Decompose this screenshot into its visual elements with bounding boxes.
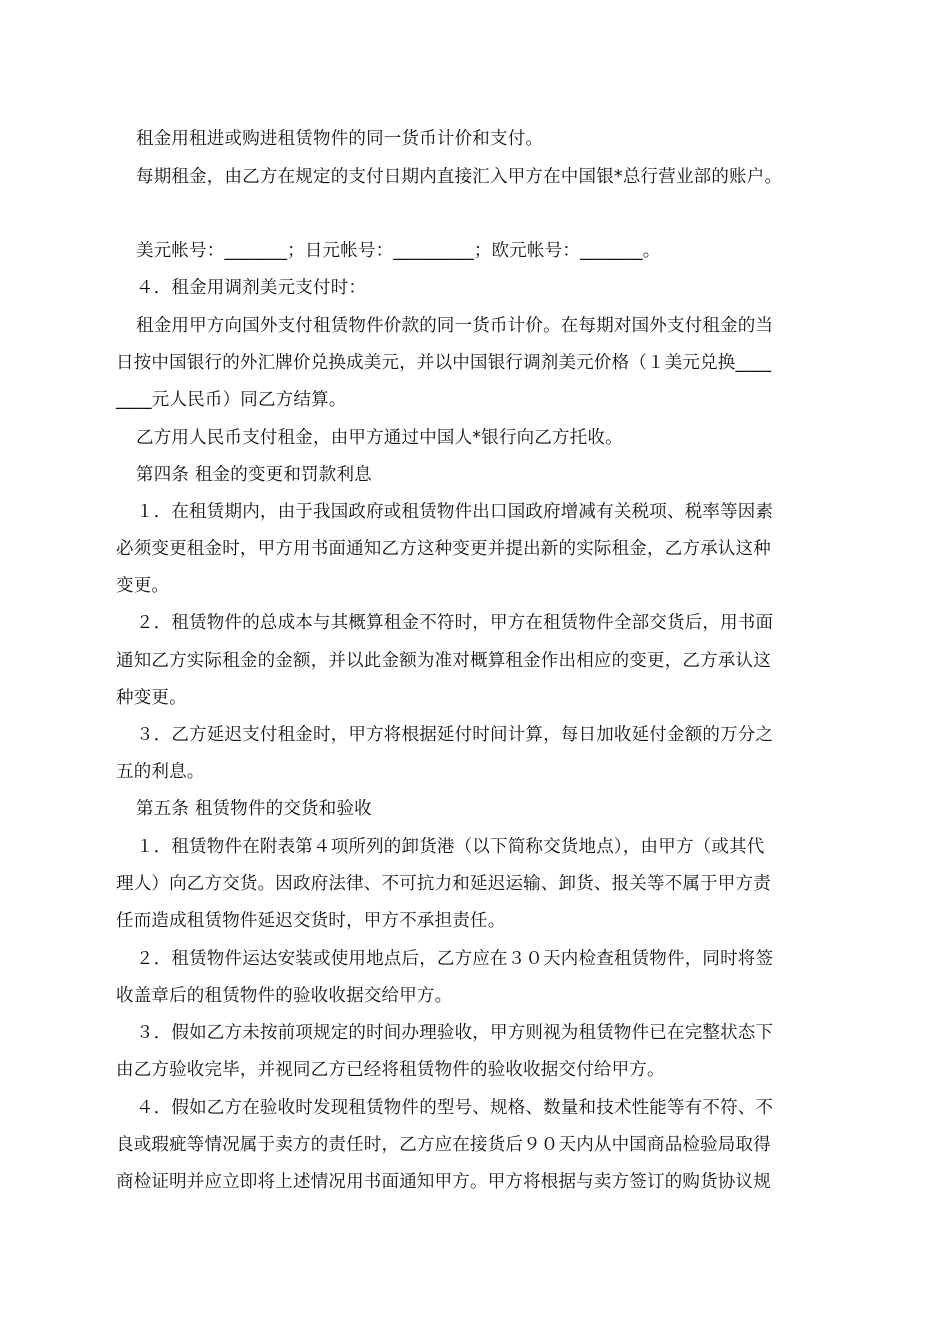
text-line: ２．租赁物件的总成本与其概算租金不符时，甲方在租赁物件全部交货后，用书面: [136, 613, 774, 633]
text-line: 收盖章后的租赁物件的验收收据交给甲方。: [116, 986, 453, 1006]
text-line: 每期租金，由乙方在规定的支付日期内直接汇入甲方在中国银*总行营业部的账户。: [136, 167, 783, 187]
text-line: 理人）向乙方交货。因政府法律、不可抗力和延迟运输、卸货、报关等不属于甲方责: [116, 874, 771, 894]
text-line: 由乙方验收完毕，并视同乙方已经将租赁物件的验收收据交付给甲方。: [116, 1060, 665, 1080]
text-line: 良或瑕疵等情况属于卖方的责任时，乙方应在接货后９０天内从中国商品检验局取得: [116, 1135, 771, 1155]
text-line: 变更。: [116, 576, 170, 596]
text-line: ____元人民币）同乙方结算。: [116, 390, 347, 410]
text-line: 商检证明并应立即将上述情况用书面通知甲方。甲方将根据与卖方签订的购货协议规: [116, 1172, 771, 1192]
text-line: 租金用租进或购进租赁物件的同一货币计价和支付。: [136, 129, 544, 149]
text-line: ３．乙方延迟支付租金时，甲方将根据延付时间计算，每日加收延付金额的万分之: [136, 725, 774, 745]
text-line: 必须变更租金时，甲方用书面通知乙方这种变更并提出新的实际租金，乙方承认这种: [116, 539, 771, 559]
text-line: 通知乙方实际租金的金额，并以此金额为准对概算租金作出相应的变更，乙方承认这: [116, 651, 771, 671]
section-heading: 第五条 租赁物件的交货和验收: [136, 799, 372, 819]
text-line: １．在租赁期内，由于我国政府或租赁物件出口国政府增减有关税项、税率等因素: [136, 502, 774, 522]
text-line: ２．租赁物件运达安装或使用地点后，乙方应在３０天内检查租赁物件，同时将签: [136, 949, 774, 969]
text-line: 日按中国银行的外汇牌价兑换成美元，并以中国银行调剂美元价格（１美元兑换____: [116, 353, 772, 373]
text-line: 任而造成租赁物件延迟交货时，甲方不承担责任。: [116, 911, 506, 931]
text-line: １．租赁物件在附表第４项所列的卸货港（以下简称交货地点），由甲方（或其代: [136, 837, 765, 857]
text-line: ３．假如乙方未按前项规定的时间办理验收，甲方则视为租赁物件已在完整状态下: [136, 1023, 774, 1043]
text-line: 租金用甲方向国外支付租赁物件价款的同一货币计价。在每期对国外支付租金的当: [136, 316, 774, 336]
text-line: ４．租金用调剂美元支付时：: [136, 278, 367, 298]
text-line: 五的利息。: [116, 762, 205, 782]
text-line: 美元帐号：_______；日元帐号：_________；欧元帐号：_______。: [136, 241, 661, 261]
text-line: 乙方用人民币支付租金，由甲方通过中国人*银行向乙方托收。: [136, 428, 623, 448]
section-heading: 第四条 租金的变更和罚款利息: [136, 465, 372, 485]
text-line: 种变更。: [116, 688, 187, 708]
text-line: ４．假如乙方在验收时发现租赁物件的型号、规格、数量和技术性能等有不符、不: [136, 1098, 774, 1118]
